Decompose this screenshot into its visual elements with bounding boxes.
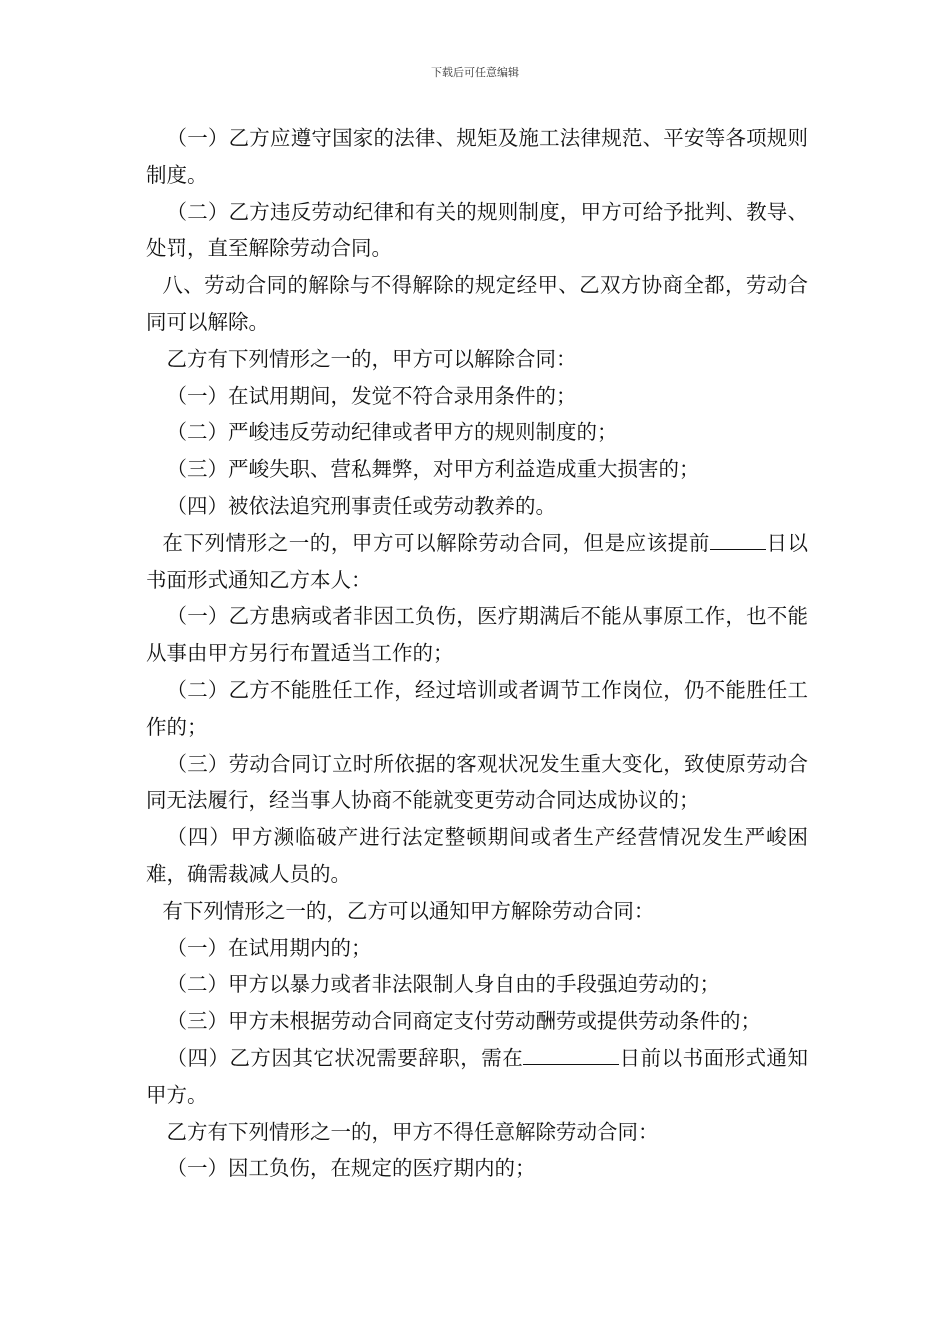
paragraph-text: 日以书面形式通知乙方本人： <box>146 530 809 592</box>
fill-in-blank[interactable] <box>710 529 766 550</box>
list-item: （一）因工负伤，在规定的医疗期内的； <box>166 1156 536 1181</box>
list-item: （三）甲方未根据劳动合同商定支付劳动酬劳或提供劳动条件的； <box>166 1009 761 1034</box>
list-item: （一）乙方患病或者非因工负伤，医疗期满后不能从事原工作，也不能从事由甲方另行布置适当工作的； <box>146 604 808 666</box>
fill-in-blank[interactable] <box>523 1044 619 1065</box>
list-item: （二）甲方以暴力或者非法限制人身自由的手段强迫劳动的； <box>166 972 720 997</box>
document-body <box>146 120 808 1187</box>
paragraph: 乙方有下列情形之一的，甲方可以解除合同： <box>166 346 577 371</box>
paragraph: 有下列情形之一的，乙方可以通知甲方解除劳动合同： <box>162 898 655 923</box>
list-item: （三）劳动合同订立时所依据的客观状况发生重大变化，致使原劳动合同无法履行，经当事人协商不能就变更劳动合同达成协议的； <box>146 751 808 813</box>
paragraph-with-blank <box>146 525 808 599</box>
list-item: （四）被依法追究刑事责任或劳动教养的。 <box>166 493 556 518</box>
paragraph-text: 日前以书面形式通知甲方。 <box>146 1045 808 1107</box>
paragraph: （一）乙方应遵守国家的法律、规矩及施工法律规范、平安等各项规则制度。 <box>146 126 808 187</box>
list-item: （四）甲方濒临破产进行法定整顿期间或者生产经营情况发生严峻困难，确需裁减人员的。 <box>146 825 808 886</box>
list-item: （一）在试用期间，发觉不符合录用条件的； <box>166 383 577 408</box>
list-item-with-blank <box>146 1040 808 1114</box>
list-item: （一）在试用期内的； <box>166 935 372 960</box>
page-header: 下载后可任意编辑 <box>431 66 519 79</box>
list-item: （二）乙方不能胜任工作，经过培训或者调节工作岗位，仍不能胜任工作的； <box>146 677 808 739</box>
paragraph: （二）乙方违反劳动纪律和有关的规则制度，甲方可给予批判、教导、处罚，直至解除劳动合同。 <box>146 199 808 261</box>
section-heading: 八、劳动合同的解除与不得解除的规定经甲、乙双方协商全都，劳动合同可以解除。 <box>146 273 808 334</box>
paragraph-text: 在下列情形之一的，甲方可以解除劳动合同，但是应该提前 <box>162 530 710 555</box>
paragraph-text: （四）乙方因其它状况需要辞职，需在 <box>166 1045 524 1070</box>
list-item: （二）严峻违反劳动纪律或者甲方的规则制度的； <box>166 420 618 445</box>
list-item: （三）严峻失职、营私舞弊，对甲方利益造成重大损害的； <box>166 457 700 482</box>
paragraph: 乙方有下列情形之一的，甲方不得任意解除劳动合同： <box>166 1119 659 1144</box>
